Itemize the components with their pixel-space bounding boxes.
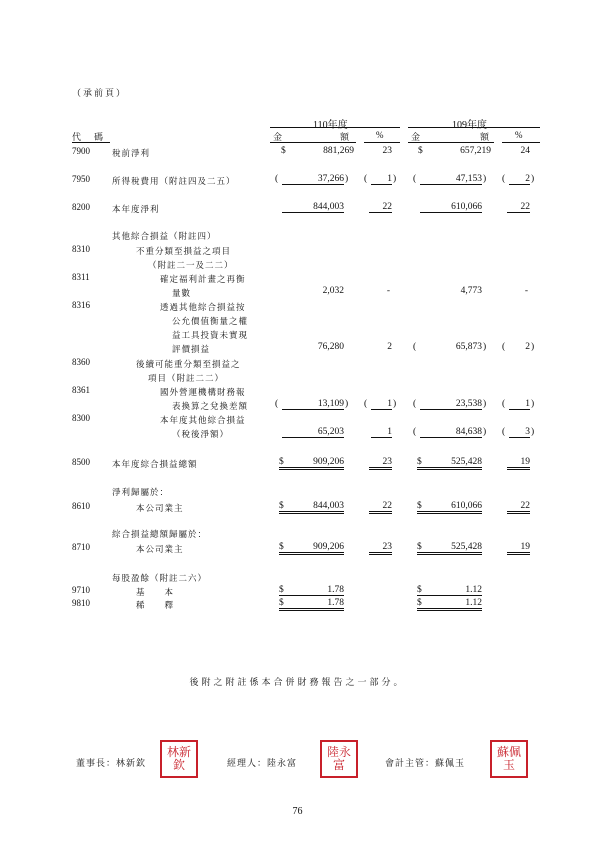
amount-110-label-right: 額 — [340, 133, 350, 143]
row-desc: 基 本 — [136, 588, 175, 598]
amount-109: 23,538 — [420, 399, 482, 410]
pct-109: 24 — [520, 146, 530, 156]
currency-symbol: $ — [279, 585, 291, 596]
paren-open: ( — [364, 399, 368, 409]
row-code: 9710 — [72, 585, 90, 595]
continued-note: （承前頁） — [72, 89, 128, 99]
currency-symbol: $ — [417, 598, 429, 611]
paren-open: ( — [364, 174, 368, 184]
amount-110: 1.78 — [291, 598, 344, 611]
pct-110: 1 — [371, 174, 392, 185]
section-heading: 淨利歸屬於： — [112, 488, 170, 498]
currency-symbol: $ — [279, 598, 291, 611]
row-code: 8610 — [72, 501, 90, 511]
row-code: 8316 — [72, 300, 90, 310]
section-heading: 綜合損益總額歸屬於： — [112, 530, 208, 540]
pct-110: 23 — [369, 542, 392, 555]
code-column-label: 代 碼 — [72, 133, 106, 143]
pct-110: 23 — [369, 457, 392, 470]
paren-close: ) — [393, 399, 397, 409]
pct-110: 22 — [369, 202, 392, 213]
paren-open: ( — [413, 399, 417, 409]
amount-109: 1.12 — [429, 585, 482, 596]
row-code: 9810 — [72, 598, 90, 608]
row-desc: 本公司業主 — [136, 504, 184, 514]
pct-109: 22 — [507, 501, 530, 514]
paren-close: ) — [345, 174, 349, 184]
paren-open: ( — [275, 399, 279, 409]
paren-open: ( — [502, 399, 506, 409]
accountant-seal-text: 蘇佩玉 — [496, 745, 521, 772]
accountant-seal — [490, 740, 528, 778]
row-desc: 本公司業主 — [136, 545, 184, 555]
paren-close: ) — [531, 342, 535, 352]
amount-109-label-left: 金 — [411, 133, 421, 143]
row-desc: 透過其他綜合損益按 — [160, 303, 246, 313]
year-109-header: 109年度 — [452, 120, 487, 131]
year-109-rule — [408, 127, 540, 128]
row-code: 8311 — [72, 272, 90, 282]
row-desc: 所得稅費用（附註四及二五） — [112, 177, 236, 187]
row-code: 7950 — [72, 174, 90, 184]
year-110-rule — [270, 127, 400, 128]
amount-110: 76,280 — [317, 342, 344, 352]
amount-110-rule — [270, 142, 356, 143]
row-code: 8361 — [72, 385, 90, 395]
row-desc-cont: 項目（附註二二） — [148, 374, 225, 384]
currency-symbol: $ — [279, 457, 291, 470]
pct-110: - — [386, 286, 390, 296]
paren-open: ( — [413, 342, 417, 352]
manager-seal — [320, 740, 358, 778]
pct-109: 22 — [507, 202, 530, 213]
pct-110: 1 — [371, 427, 392, 438]
amount-110: 909,206 — [291, 457, 344, 470]
amount-109: 525,428 — [429, 542, 482, 555]
paren-close: ) — [393, 174, 397, 184]
row-desc: 確定福利計畫之再衡 — [160, 275, 246, 285]
section-heading: 其他綜合損益（附註四） — [112, 232, 217, 242]
amount-109: 610,066 — [429, 501, 482, 514]
currency-symbol: $ — [417, 585, 429, 596]
paren-close: ) — [483, 342, 487, 352]
footnote: 後附之附註係本合併財務報告之一部分。 — [189, 678, 406, 688]
pct-110: 2 — [387, 342, 392, 352]
paren-close: ) — [531, 399, 535, 409]
row-desc: 稀 釋 — [136, 601, 175, 611]
pct-109: 1 — [509, 399, 530, 410]
amount-110: 1.78 — [291, 585, 344, 596]
pct-110: 1 — [371, 399, 392, 410]
pct-110: 23 — [382, 146, 392, 156]
manager-seal-text: 陸永富 — [326, 745, 351, 772]
row-desc: 本年度其他綜合損益 — [160, 416, 246, 426]
pct-109-rule — [502, 142, 540, 143]
amount-109: 4,773 — [460, 286, 482, 296]
paren-open: ( — [502, 427, 506, 437]
pct-110: 22 — [369, 501, 392, 514]
row-code: 8360 — [72, 357, 90, 367]
amount-109: 84,638 — [420, 427, 482, 438]
paren-open: ( — [413, 427, 417, 437]
row-desc: 本年度淨利 — [112, 205, 160, 215]
code-column-rule — [72, 142, 110, 143]
accountant-label: 會計主管：蘇佩玉 — [385, 759, 466, 769]
amount-110: 909,206 — [291, 542, 344, 555]
currency-symbol: $ — [418, 146, 423, 156]
amount-109: 657,219 — [460, 146, 491, 156]
row-desc-cont: 公允價值衡量之權 — [172, 317, 249, 327]
row-desc-cont: 量數 — [172, 289, 192, 299]
currency-symbol: $ — [279, 542, 291, 555]
paren-close: ) — [483, 399, 487, 409]
amount-110: 844,003 — [282, 202, 344, 213]
pct-109: 2 — [509, 174, 530, 185]
currency-symbol: $ — [281, 146, 286, 156]
row-code: 8500 — [72, 457, 90, 467]
currency-symbol: $ — [279, 501, 291, 514]
paren-close: ) — [345, 399, 349, 409]
paren-close: ) — [531, 427, 535, 437]
pct-109: 3 — [509, 427, 530, 438]
row-desc: 後續可能重分類至損益之 — [136, 360, 241, 370]
year-110-header: 110年度 — [313, 120, 348, 131]
paren-close: ) — [531, 174, 535, 184]
paren-close: ) — [483, 174, 487, 184]
row-code: 8710 — [72, 542, 90, 552]
chairman-label: 董事長：林新欽 — [76, 759, 147, 769]
amount-110: 37,266 — [282, 174, 344, 185]
row-desc: 國外營運機構財務報 — [160, 388, 246, 398]
pct-109: 2 — [525, 342, 530, 352]
row-desc: 不重分類至損益之項目 — [136, 247, 232, 257]
pct-109-label: % — [515, 130, 523, 140]
row-code: 8200 — [72, 202, 90, 212]
pct-109: 19 — [507, 457, 530, 470]
row-desc-cont: （稅後淨額） — [172, 430, 230, 440]
amount-110: 65,203 — [282, 427, 344, 438]
amount-110: 844,003 — [291, 501, 344, 514]
pct-110-label: % — [376, 130, 384, 140]
amount-110: 13,109 — [282, 399, 344, 410]
amount-110: 2,032 — [322, 286, 344, 296]
row-code: 7900 — [72, 146, 90, 156]
currency-symbol: $ — [417, 457, 429, 470]
row-desc: 本年度綜合損益總額 — [112, 460, 198, 470]
paren-open: ( — [275, 174, 279, 184]
amount-109: 47,153 — [420, 174, 482, 185]
pct-110-rule — [364, 142, 400, 143]
amount-109: 1.12 — [429, 598, 482, 611]
row-code: 8310 — [72, 244, 90, 254]
row-desc-cont: 表換算之兌換差額 — [172, 402, 249, 412]
manager-label: 經理人：陸永富 — [227, 759, 298, 769]
amount-109-label-right: 額 — [480, 133, 490, 143]
amount-110: 881,269 — [323, 146, 354, 156]
paren-close: ) — [483, 427, 487, 437]
amount-110-label-left: 金 — [273, 133, 283, 143]
currency-symbol: $ — [417, 542, 429, 555]
row-code: 8300 — [72, 413, 90, 423]
amount-109: 525,428 — [429, 457, 482, 470]
row-desc-cont: （附註二一及二二） — [148, 261, 234, 271]
amount-109: 65,873 — [455, 342, 482, 352]
row-desc: 稅前淨利 — [112, 149, 151, 159]
row-desc-cont: 益工具投資未實現 — [172, 331, 249, 341]
paren-open: ( — [502, 174, 506, 184]
chairman-seal — [160, 740, 198, 778]
pct-109: - — [524, 286, 528, 296]
amount-109: 610,066 — [420, 202, 482, 213]
pct-109: 19 — [507, 542, 530, 555]
currency-symbol: $ — [417, 501, 429, 514]
row-desc-cont: 評價損益 — [172, 345, 211, 355]
chairman-seal-text: 林新欽 — [166, 745, 191, 772]
amount-109-rule — [408, 142, 494, 143]
paren-open: ( — [502, 342, 506, 352]
paren-open: ( — [413, 174, 417, 184]
page-number: 76 — [292, 806, 303, 817]
section-heading: 每股盈餘（附註二六） — [112, 574, 208, 584]
